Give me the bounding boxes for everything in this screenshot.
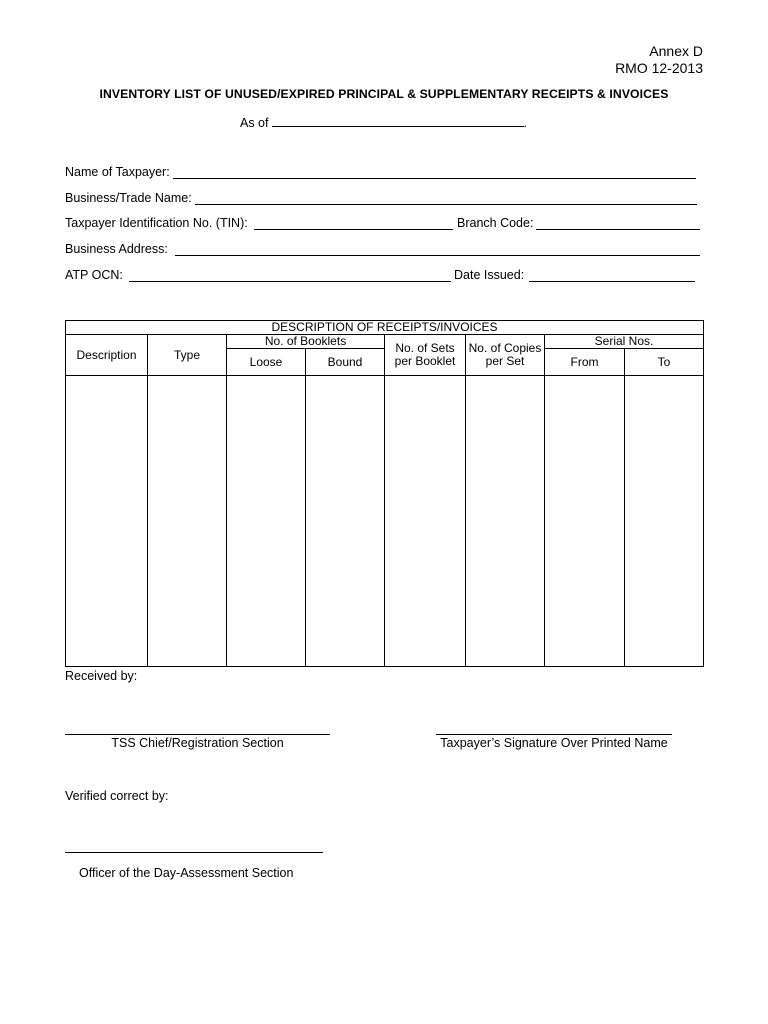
atp-ocn-label: ATP OCN: bbox=[65, 268, 123, 282]
col-loose: Loose bbox=[227, 349, 306, 376]
as-of-suffix: . bbox=[523, 116, 527, 130]
branch-code-input[interactable] bbox=[536, 229, 700, 230]
rmo-number: RMO 12-2013 bbox=[615, 60, 703, 76]
taxpayer-signature-line[interactable] bbox=[436, 734, 672, 735]
received-by-label: Received by: bbox=[65, 669, 138, 683]
cell-from[interactable] bbox=[545, 376, 625, 667]
col-copies-per-set: No. of Copies per Set bbox=[466, 335, 545, 376]
taxpayer-name-input[interactable] bbox=[173, 178, 696, 179]
business-name-input[interactable] bbox=[195, 204, 697, 205]
col-bound: Bound bbox=[306, 349, 385, 376]
cell-description[interactable] bbox=[66, 376, 148, 667]
officer-signature-line[interactable] bbox=[65, 852, 323, 853]
form-title: INVENTORY LIST OF UNUSED/EXPIRED PRINCIPAL & SUPPLEMENTARY RECEIPTS & INVOICES bbox=[99, 87, 669, 101]
as-of-row bbox=[240, 114, 527, 130]
cell-loose[interactable] bbox=[227, 376, 306, 667]
cell-bound[interactable] bbox=[306, 376, 385, 667]
business-address-label: Business Address: bbox=[65, 242, 168, 256]
table-row bbox=[66, 376, 704, 667]
atp-ocn-input[interactable] bbox=[129, 281, 451, 282]
col-type: Type bbox=[148, 335, 227, 376]
verified-by-label: Verified correct by: bbox=[65, 789, 169, 803]
cell-copies-per-set[interactable] bbox=[466, 376, 545, 667]
col-description: Description bbox=[66, 335, 148, 376]
as-of-input[interactable] bbox=[272, 114, 524, 127]
taxpayer-name-label: Name of Taxpayer: bbox=[65, 165, 170, 179]
date-issued-label: Date Issued: bbox=[454, 268, 525, 282]
taxpayer-signature-caption: Taxpayer’s Signature Over Printed Name bbox=[440, 736, 668, 750]
as-of-label: As of bbox=[240, 116, 269, 130]
tss-chief-caption: TSS Chief/Registration Section bbox=[111, 736, 284, 750]
col-serial-nos: Serial Nos. bbox=[545, 335, 704, 349]
tss-chief-signature-line[interactable] bbox=[65, 734, 330, 735]
col-booklets: No. of Booklets bbox=[227, 335, 385, 349]
annex-label: Annex D bbox=[649, 43, 703, 59]
business-name-label: Business/Trade Name: bbox=[65, 191, 192, 205]
cell-sets-per-booklet[interactable] bbox=[385, 376, 466, 667]
branch-code-label: Branch Code: bbox=[457, 216, 534, 230]
col-from: From bbox=[545, 349, 625, 376]
officer-caption: Officer of the Day-Assessment Section bbox=[79, 866, 294, 880]
business-address-input[interactable] bbox=[175, 255, 700, 256]
receipts-table bbox=[65, 320, 704, 667]
cell-to[interactable] bbox=[625, 376, 704, 667]
cell-type[interactable] bbox=[148, 376, 227, 667]
table-group-header: DESCRIPTION OF RECEIPTS/INVOICES bbox=[66, 321, 704, 335]
tin-input[interactable] bbox=[254, 229, 453, 230]
col-to: To bbox=[625, 349, 704, 376]
col-sets-per-booklet: No. of Sets per Booklet bbox=[385, 335, 466, 376]
date-issued-input[interactable] bbox=[529, 281, 695, 282]
tin-label: Taxpayer Identification No. (TIN): bbox=[65, 216, 248, 230]
